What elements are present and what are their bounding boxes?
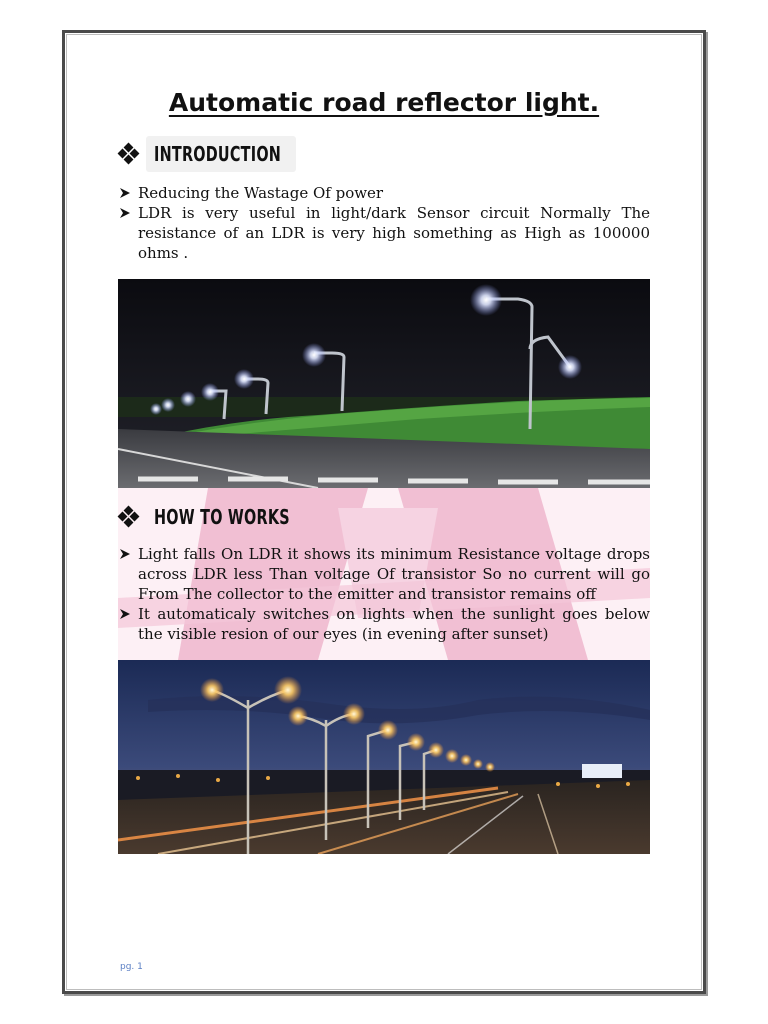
four-diamond-icon (118, 143, 140, 165)
introduction-bullet-list (118, 183, 650, 263)
arrowhead-icon (118, 186, 132, 200)
bullet-text: It automaticaly switches on lights when the sunlight goes below the visible resion of our eyes (in evening after sunset) (138, 605, 650, 643)
section-heading-introduction (118, 142, 313, 166)
list-item (118, 203, 650, 263)
four-diamond-icon (118, 506, 140, 528)
bullet-text: Light falls On LDR it shows its minimum Resistance voltage drops across LDR less Than voltage Of transistor So no current will go From The collector to the emitter and transistor remains off (138, 545, 650, 603)
section-heading-text: INTRODUCTION (154, 142, 282, 166)
highway-dusk-photo (118, 660, 650, 854)
how-to-works-bullet-list (118, 544, 650, 644)
arrowhead-icon (118, 547, 132, 561)
bullet-text: Reducing the Wastage Of power (138, 184, 384, 202)
section-heading-text: HOW TO WORKS (154, 505, 290, 529)
street-lights-night-photo (118, 279, 650, 488)
list-item (118, 544, 650, 604)
section-heading-how-to-works (118, 505, 324, 529)
bullet-text: LDR is very useful in light/dark Sensor circuit Normally The resistance of an LDR is very high something as High as 100000 ohms . (138, 204, 650, 262)
list-item (118, 604, 650, 644)
document-title: Automatic road reflector light. (168, 88, 600, 117)
arrowhead-icon (118, 206, 132, 220)
arrowhead-icon (118, 607, 132, 621)
page-number: pg. 1 (120, 962, 143, 972)
list-item (118, 183, 650, 203)
